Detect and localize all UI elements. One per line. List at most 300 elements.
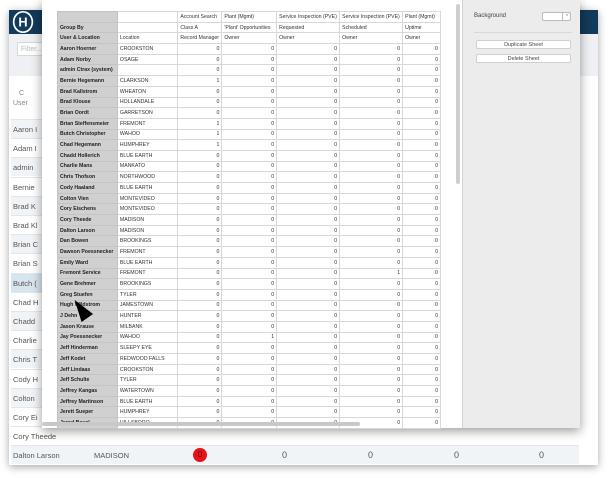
bg-row-name: admin — [13, 163, 34, 173]
cell[interactable]: 0 — [340, 108, 403, 119]
sheet-settings-panel — [462, 0, 580, 428]
row-label-cell[interactable]: Dawson Poessnecker — [58, 247, 118, 258]
cell[interactable]: 0 — [403, 418, 441, 429]
cell[interactable]: 0 — [178, 311, 222, 322]
cell[interactable]: 0 — [178, 396, 222, 407]
cell[interactable]: CROOKSTON — [117, 44, 177, 55]
cell[interactable]: 0 — [340, 97, 403, 108]
bg-row-name: Cody H — [13, 374, 39, 384]
cell[interactable]: 0 — [277, 129, 340, 140]
cell[interactable]: 0 — [403, 86, 441, 97]
cell[interactable]: 0 — [178, 279, 222, 290]
cell[interactable]: WAHOO — [117, 332, 177, 343]
cell[interactable]: 0 — [340, 183, 403, 194]
cell[interactable]: 0 — [277, 407, 340, 418]
header-row — [58, 22, 441, 33]
cell[interactable]: 0 — [178, 44, 222, 55]
cell[interactable]: 1 — [178, 118, 222, 129]
cell[interactable]: 0 — [277, 300, 340, 311]
cell[interactable]: 0 — [277, 279, 340, 290]
duplicate-sheet-button[interactable]: Duplicate Sheet — [476, 40, 571, 49]
cell[interactable]: 0 — [340, 236, 403, 247]
cell[interactable]: 0 — [403, 193, 441, 204]
cell[interactable]: HOLLANDALE — [117, 97, 177, 108]
table-row — [58, 150, 441, 161]
cell[interactable]: 0 — [222, 300, 277, 311]
cell[interactable]: 0 — [277, 215, 340, 226]
row-label-cell[interactable]: Chadd Hollerich — [58, 150, 118, 161]
cell[interactable]: 0 — [340, 289, 403, 300]
cell[interactable]: 0 — [403, 97, 441, 108]
row-label-cell[interactable]: Jerett Sueper — [58, 407, 118, 418]
row-label-cell[interactable]: Jeffrey Kangas — [58, 386, 118, 397]
cell[interactable]: 1 — [178, 140, 222, 151]
cell[interactable]: FREMONT — [117, 268, 177, 279]
bg-value: 0 — [539, 450, 545, 460]
cell[interactable]: 0 — [222, 161, 277, 172]
row-label-cell[interactable]: Dalton Larson — [58, 225, 118, 236]
cell[interactable]: 0 — [178, 150, 222, 161]
row-label-cell[interactable]: Jay Poessnecker — [58, 332, 118, 343]
cell[interactable]: 0 — [178, 108, 222, 119]
cell[interactable]: 0 — [178, 321, 222, 332]
cell[interactable]: 0 — [277, 268, 340, 279]
cell[interactable]: 0 — [340, 76, 403, 87]
cell[interactable]: BROOKINGS — [117, 279, 177, 290]
cell[interactable]: 0 — [277, 172, 340, 183]
cell[interactable]: 0 — [403, 204, 441, 215]
cell[interactable]: 1 — [340, 268, 403, 279]
background-color-picker[interactable] — [542, 12, 571, 21]
table-row — [58, 332, 441, 343]
cell[interactable]: 0 — [222, 396, 277, 407]
cell[interactable]: 0 — [277, 236, 340, 247]
cell[interactable]: 0 — [178, 289, 222, 300]
cell[interactable]: 0 — [403, 279, 441, 290]
cell[interactable]: 0 — [403, 161, 441, 172]
cell[interactable]: 0 — [403, 289, 441, 300]
cell[interactable]: TYLER — [117, 289, 177, 300]
cell[interactable]: 'Plant' Opportunities — [222, 22, 277, 33]
cell[interactable]: TYLER — [117, 375, 177, 386]
cell[interactable]: 0 — [340, 193, 403, 204]
cell[interactable]: Owner — [340, 33, 403, 44]
cell[interactable]: 0 — [222, 97, 277, 108]
cell[interactable]: 0 — [277, 97, 340, 108]
cell[interactable]: 0 — [340, 44, 403, 55]
cell[interactable]: 0 — [178, 54, 222, 65]
cell[interactable]: 0 — [277, 247, 340, 258]
cell[interactable]: 0 — [222, 268, 277, 279]
cell[interactable]: 0 — [277, 311, 340, 322]
row-label-cell[interactable]: Cory Eischens — [58, 204, 118, 215]
cell[interactable]: 0 — [277, 354, 340, 365]
cell[interactable]: 0 — [340, 279, 403, 290]
table-row — [58, 407, 441, 418]
row-label-cell[interactable]: Fremont Service — [58, 268, 118, 279]
cell[interactable]: 0 — [277, 150, 340, 161]
cell[interactable]: 0 — [340, 311, 403, 322]
cell[interactable]: 0 — [403, 321, 441, 332]
cell[interactable]: 0 — [222, 150, 277, 161]
cell[interactable]: 0 — [403, 225, 441, 236]
cell[interactable]: BROOKINGS — [117, 236, 177, 247]
cell[interactable]: 0 — [222, 44, 277, 55]
cell[interactable]: 0 — [340, 375, 403, 386]
table-row — [58, 247, 441, 258]
row-label-cell[interactable]: Jeff Lindaas — [58, 364, 118, 375]
cell[interactable]: HUNTER — [117, 311, 177, 322]
cell[interactable]: 0 — [277, 375, 340, 386]
cell[interactable]: 0 — [178, 364, 222, 375]
cell[interactable]: 0 — [222, 215, 277, 226]
cell[interactable]: 0 — [403, 354, 441, 365]
cell[interactable] — [117, 22, 177, 33]
cell[interactable]: 0 — [222, 354, 277, 365]
cell[interactable]: 0 — [403, 150, 441, 161]
column-label: User — [13, 100, 28, 107]
cell[interactable]: BLUE EARTH — [117, 257, 177, 268]
row-label-cell[interactable]: Brad Kallstrom — [58, 86, 118, 97]
cell[interactable]: 0 — [340, 140, 403, 151]
cell[interactable] — [117, 12, 177, 23]
cell[interactable]: 0 — [277, 118, 340, 129]
cell[interactable]: 0 — [340, 300, 403, 311]
cell[interactable]: 0 — [277, 386, 340, 397]
cell[interactable]: REDWOOD FALLS — [117, 354, 177, 365]
cell[interactable]: 0 — [340, 54, 403, 65]
cell[interactable]: 0 — [178, 332, 222, 343]
cell[interactable]: FREMONT — [117, 247, 177, 258]
row-label-cell[interactable]: Brian Oordt — [58, 108, 118, 119]
cell[interactable]: Plant (Mgmt) — [222, 12, 277, 23]
cell[interactable]: 0 — [403, 140, 441, 151]
cell[interactable]: 0 — [222, 129, 277, 140]
cell[interactable]: 1 — [222, 332, 277, 343]
cell[interactable]: CLARKSON — [117, 76, 177, 87]
cell[interactable]: 0 — [277, 54, 340, 65]
cell[interactable]: 0 — [403, 54, 441, 65]
row-label-cell[interactable]: Jeff Hinderman — [58, 343, 118, 354]
cell[interactable]: 0 — [222, 204, 277, 215]
bg-row-name: Aaron I — [13, 125, 38, 134]
cell[interactable]: 0 — [403, 183, 441, 194]
cell[interactable]: 0 — [178, 257, 222, 268]
cell[interactable]: 0 — [222, 364, 277, 375]
cell[interactable]: 0 — [403, 375, 441, 386]
cell[interactable]: CROOKSTON — [117, 364, 177, 375]
cell[interactable]: 0 — [403, 129, 441, 140]
table-row — [58, 97, 441, 108]
cell[interactable]: 0 — [277, 321, 340, 332]
cell[interactable]: 0 — [277, 225, 340, 236]
cell[interactable]: MADISON — [117, 225, 177, 236]
cell[interactable]: 0 — [403, 311, 441, 322]
cell[interactable]: BLUE EARTH — [117, 183, 177, 194]
cell[interactable]: 0 — [178, 204, 222, 215]
cell[interactable]: Owner — [222, 33, 277, 44]
cell[interactable]: 0 — [277, 183, 340, 194]
row-label-cell[interactable]: Adam Norby — [58, 54, 118, 65]
cell[interactable]: 0 — [340, 257, 403, 268]
horizontal-scrollbar[interactable] — [42, 422, 360, 426]
cell[interactable]: 0 — [178, 354, 222, 365]
cell[interactable]: 0 — [222, 76, 277, 87]
cell[interactable]: 0 — [277, 332, 340, 343]
cell[interactable]: 0 — [340, 407, 403, 418]
cell[interactable]: 0 — [277, 140, 340, 151]
row-label-cell[interactable]: Brian Steffensmeier — [58, 118, 118, 129]
cell[interactable]: 0 — [222, 172, 277, 183]
cell[interactable]: Account Search — [178, 12, 222, 23]
cell[interactable]: 0 — [277, 86, 340, 97]
cell[interactable]: GARRETSON — [117, 108, 177, 119]
cell[interactable]: 0 — [403, 300, 441, 311]
cell[interactable]: MILBANK — [117, 321, 177, 332]
cell[interactable]: 0 — [340, 396, 403, 407]
row-label-cell[interactable]: admin Ctrax (system) — [58, 65, 118, 76]
cell[interactable]: 0 — [178, 343, 222, 354]
cell[interactable]: BLUE EARTH — [117, 396, 177, 407]
cell[interactable]: 0 — [178, 407, 222, 418]
cell[interactable]: 0 — [222, 343, 277, 354]
cell[interactable]: 0 — [340, 364, 403, 375]
cell[interactable]: 0 — [340, 418, 403, 429]
row-label-cell[interactable]: Brad Klouse — [58, 97, 118, 108]
cell[interactable]: 0 — [340, 386, 403, 397]
cell[interactable]: 0 — [340, 172, 403, 183]
cell[interactable]: 0 — [340, 225, 403, 236]
cell[interactable]: 0 — [340, 204, 403, 215]
cell[interactable]: 0 — [222, 289, 277, 300]
cell[interactable]: Service Inspection (PVE) — [340, 12, 403, 23]
table-row — [58, 268, 441, 279]
cell[interactable]: 0 — [178, 225, 222, 236]
bg-row-name: Chadd — [13, 317, 36, 326]
cell[interactable]: Owner — [277, 33, 340, 44]
cell[interactable]: Plant (Mgmt) — [403, 12, 441, 23]
cell[interactable]: 0 — [340, 343, 403, 354]
cell[interactable]: 0 — [277, 204, 340, 215]
cell[interactable]: 0 — [222, 375, 277, 386]
cell[interactable]: 0 — [277, 343, 340, 354]
cell[interactable]: 0 — [403, 396, 441, 407]
cell[interactable]: 0 — [178, 236, 222, 247]
cell[interactable]: 0 — [222, 279, 277, 290]
cell[interactable]: 0 — [403, 108, 441, 119]
cell[interactable]: 0 — [222, 140, 277, 151]
cell[interactable]: WHEATON — [117, 86, 177, 97]
cell[interactable]: 0 — [222, 108, 277, 119]
cell[interactable]: 0 — [403, 407, 441, 418]
cell[interactable]: 0 — [340, 332, 403, 343]
app-logo[interactable]: H — [13, 11, 33, 33]
cell[interactable]: 0 — [340, 65, 403, 76]
table-row — [58, 396, 441, 407]
cell[interactable]: 0 — [178, 86, 222, 97]
cell[interactable]: Class A — [178, 22, 222, 33]
cell[interactable]: 0 — [277, 289, 340, 300]
cell[interactable]: Scheduled — [340, 22, 403, 33]
cell[interactable]: 0 — [222, 311, 277, 322]
bg-row[interactable] — [11, 445, 579, 464]
cell[interactable]: 0 — [222, 321, 277, 332]
cell[interactable]: 0 — [178, 183, 222, 194]
cell[interactable]: 0 — [403, 44, 441, 55]
cell[interactable]: MADISON — [117, 215, 177, 226]
cell[interactable]: Requested — [277, 22, 340, 33]
cell[interactable]: 0 — [403, 247, 441, 258]
cell[interactable]: 0 — [178, 65, 222, 76]
row-label-cell[interactable]: Greg Stuefen — [58, 289, 118, 300]
bg-row[interactable] — [11, 426, 579, 445]
cell[interactable]: 0 — [178, 215, 222, 226]
row-label-cell[interactable]: Jason Krause — [58, 321, 118, 332]
cell[interactable]: 0 — [222, 118, 277, 129]
cell[interactable]: HUMPHREY — [117, 140, 177, 151]
cell[interactable]: 0 — [222, 54, 277, 65]
spreadsheet[interactable] — [57, 11, 441, 426]
table-row — [58, 86, 441, 97]
cell[interactable]: 1 — [178, 76, 222, 87]
cell[interactable]: 0 — [178, 172, 222, 183]
cell[interactable]: MANKATO — [117, 161, 177, 172]
cell[interactable]: WAHOO — [117, 129, 177, 140]
cell[interactable]: 0 — [277, 193, 340, 204]
row-label-cell[interactable]: User & Location — [58, 33, 118, 44]
cell[interactable]: 0 — [222, 225, 277, 236]
bg-row-name: Colton — [13, 393, 35, 403]
cell[interactable]: 0 — [222, 257, 277, 268]
cell[interactable]: Service Inspection (PVE) — [277, 12, 340, 23]
cell[interactable]: 0 — [340, 118, 403, 129]
cell[interactable]: Location — [117, 33, 177, 44]
table-row — [58, 118, 441, 129]
cell[interactable]: 0 — [222, 193, 277, 204]
cell[interactable]: 0 — [222, 386, 277, 397]
row-label-cell[interactable]: Chad Hegemann — [58, 140, 118, 151]
table-row — [58, 257, 441, 268]
cell[interactable]: 0 — [403, 118, 441, 129]
cell[interactable]: 0 — [403, 76, 441, 87]
cell[interactable]: 0 — [178, 386, 222, 397]
cell[interactable]: BLUE EARTH — [117, 150, 177, 161]
cell[interactable]: 0 — [222, 86, 277, 97]
cell[interactable]: 0 — [403, 65, 441, 76]
row-label-cell[interactable]: Chris Thofson — [58, 172, 118, 183]
cell[interactable]: 0 — [222, 247, 277, 258]
cell[interactable]: 0 — [340, 354, 403, 365]
cell[interactable]: 0 — [403, 215, 441, 226]
vertical-scrollbar[interactable] — [456, 4, 460, 184]
cell[interactable]: 0 — [403, 364, 441, 375]
row-label-cell[interactable]: Charlie Mans — [58, 161, 118, 172]
row-label-cell[interactable]: Cody Haaland — [58, 183, 118, 194]
row-label-cell[interactable]: Aaron Hoerner — [58, 44, 118, 55]
cell[interactable]: 0 — [222, 183, 277, 194]
row-label-cell[interactable]: Hugh Wildstrom — [58, 300, 118, 311]
cell[interactable]: 0 — [340, 161, 403, 172]
cell[interactable]: MONTEVIDEO — [117, 193, 177, 204]
cell[interactable]: JAMESTOWN — [117, 300, 177, 311]
cell[interactable]: Owner — [403, 33, 441, 44]
cell[interactable]: 0 — [340, 215, 403, 226]
cell[interactable]: 0 — [178, 247, 222, 258]
row-label-cell[interactable]: Group By — [58, 22, 118, 33]
cell[interactable]: 0 — [403, 236, 441, 247]
cell[interactable]: 0 — [178, 193, 222, 204]
cell[interactable]: 0 — [178, 268, 222, 279]
row-label-cell[interactable]: Jeff Kodet — [58, 354, 118, 365]
cell[interactable]: SLEEPY EYE — [117, 343, 177, 354]
cell[interactable]: 0 — [277, 396, 340, 407]
cell[interactable]: 0 — [403, 172, 441, 183]
cell[interactable]: 0 — [178, 375, 222, 386]
cell[interactable]: 0 — [340, 129, 403, 140]
cell[interactable]: MONTEVIDEO — [117, 204, 177, 215]
cell[interactable]: 0 — [178, 300, 222, 311]
row-label-cell[interactable]: Bernie Hegemann — [58, 76, 118, 87]
sheet-table — [57, 11, 441, 429]
cell[interactable]: 0 — [403, 343, 441, 354]
cell[interactable]: 0 — [340, 247, 403, 258]
cell[interactable]: 0 — [340, 321, 403, 332]
cell[interactable]: WATERTOWN — [117, 386, 177, 397]
row-label-cell[interactable] — [58, 12, 118, 23]
cell[interactable]: 0 — [340, 86, 403, 97]
column-label: C — [19, 90, 25, 97]
cell[interactable]: 0 — [403, 386, 441, 397]
row-label-cell[interactable]: Colton Vien — [58, 193, 118, 204]
cell[interactable]: 0 — [277, 65, 340, 76]
cell[interactable]: NORTHWOOD — [117, 172, 177, 183]
row-label-cell[interactable]: Jeffrey Martinson — [58, 396, 118, 407]
row-label-cell[interactable]: J Dehn — [58, 311, 118, 322]
filter-input[interactable]: Filter... — [17, 42, 77, 56]
cell[interactable]: 0 — [222, 65, 277, 76]
row-label-cell[interactable]: Gene Brehmer — [58, 279, 118, 290]
cell[interactable]: Record Manager — [178, 33, 222, 44]
cell[interactable]: 0 — [178, 161, 222, 172]
row-label-cell[interactable]: Emily Ward — [58, 257, 118, 268]
row-label-cell[interactable]: Dan Bowen — [58, 236, 118, 247]
row-label-cell[interactable]: Butch Christopher — [58, 129, 118, 140]
cell[interactable]: 1 — [178, 129, 222, 140]
cell[interactable]: Uptime — [403, 22, 441, 33]
cell[interactable]: 0 — [403, 268, 441, 279]
row-label-cell[interactable]: Cory Theede — [58, 215, 118, 226]
cell[interactable]: 0 — [277, 44, 340, 55]
cell[interactable]: 0 — [277, 161, 340, 172]
cell[interactable]: OSAGE — [117, 54, 177, 65]
cell[interactable] — [117, 65, 177, 76]
cell[interactable]: HUMPHREY — [117, 407, 177, 418]
cell[interactable]: 0 — [222, 236, 277, 247]
cell[interactable]: 0 — [277, 364, 340, 375]
row-label-cell[interactable]: Jeff Schulte — [58, 375, 118, 386]
cell[interactable]: 0 — [277, 76, 340, 87]
red-badge: 0 — [193, 448, 207, 462]
cell[interactable]: FREMONT — [117, 118, 177, 129]
delete-sheet-button[interactable]: Delete Sheet — [476, 54, 571, 63]
cell[interactable]: 0 — [340, 150, 403, 161]
cell[interactable]: 0 — [277, 257, 340, 268]
cell[interactable]: 0 — [222, 407, 277, 418]
cell[interactable]: 0 — [277, 108, 340, 119]
cell[interactable]: 0 — [403, 332, 441, 343]
cell[interactable]: 0 — [403, 257, 441, 268]
cell[interactable]: 0 — [178, 97, 222, 108]
